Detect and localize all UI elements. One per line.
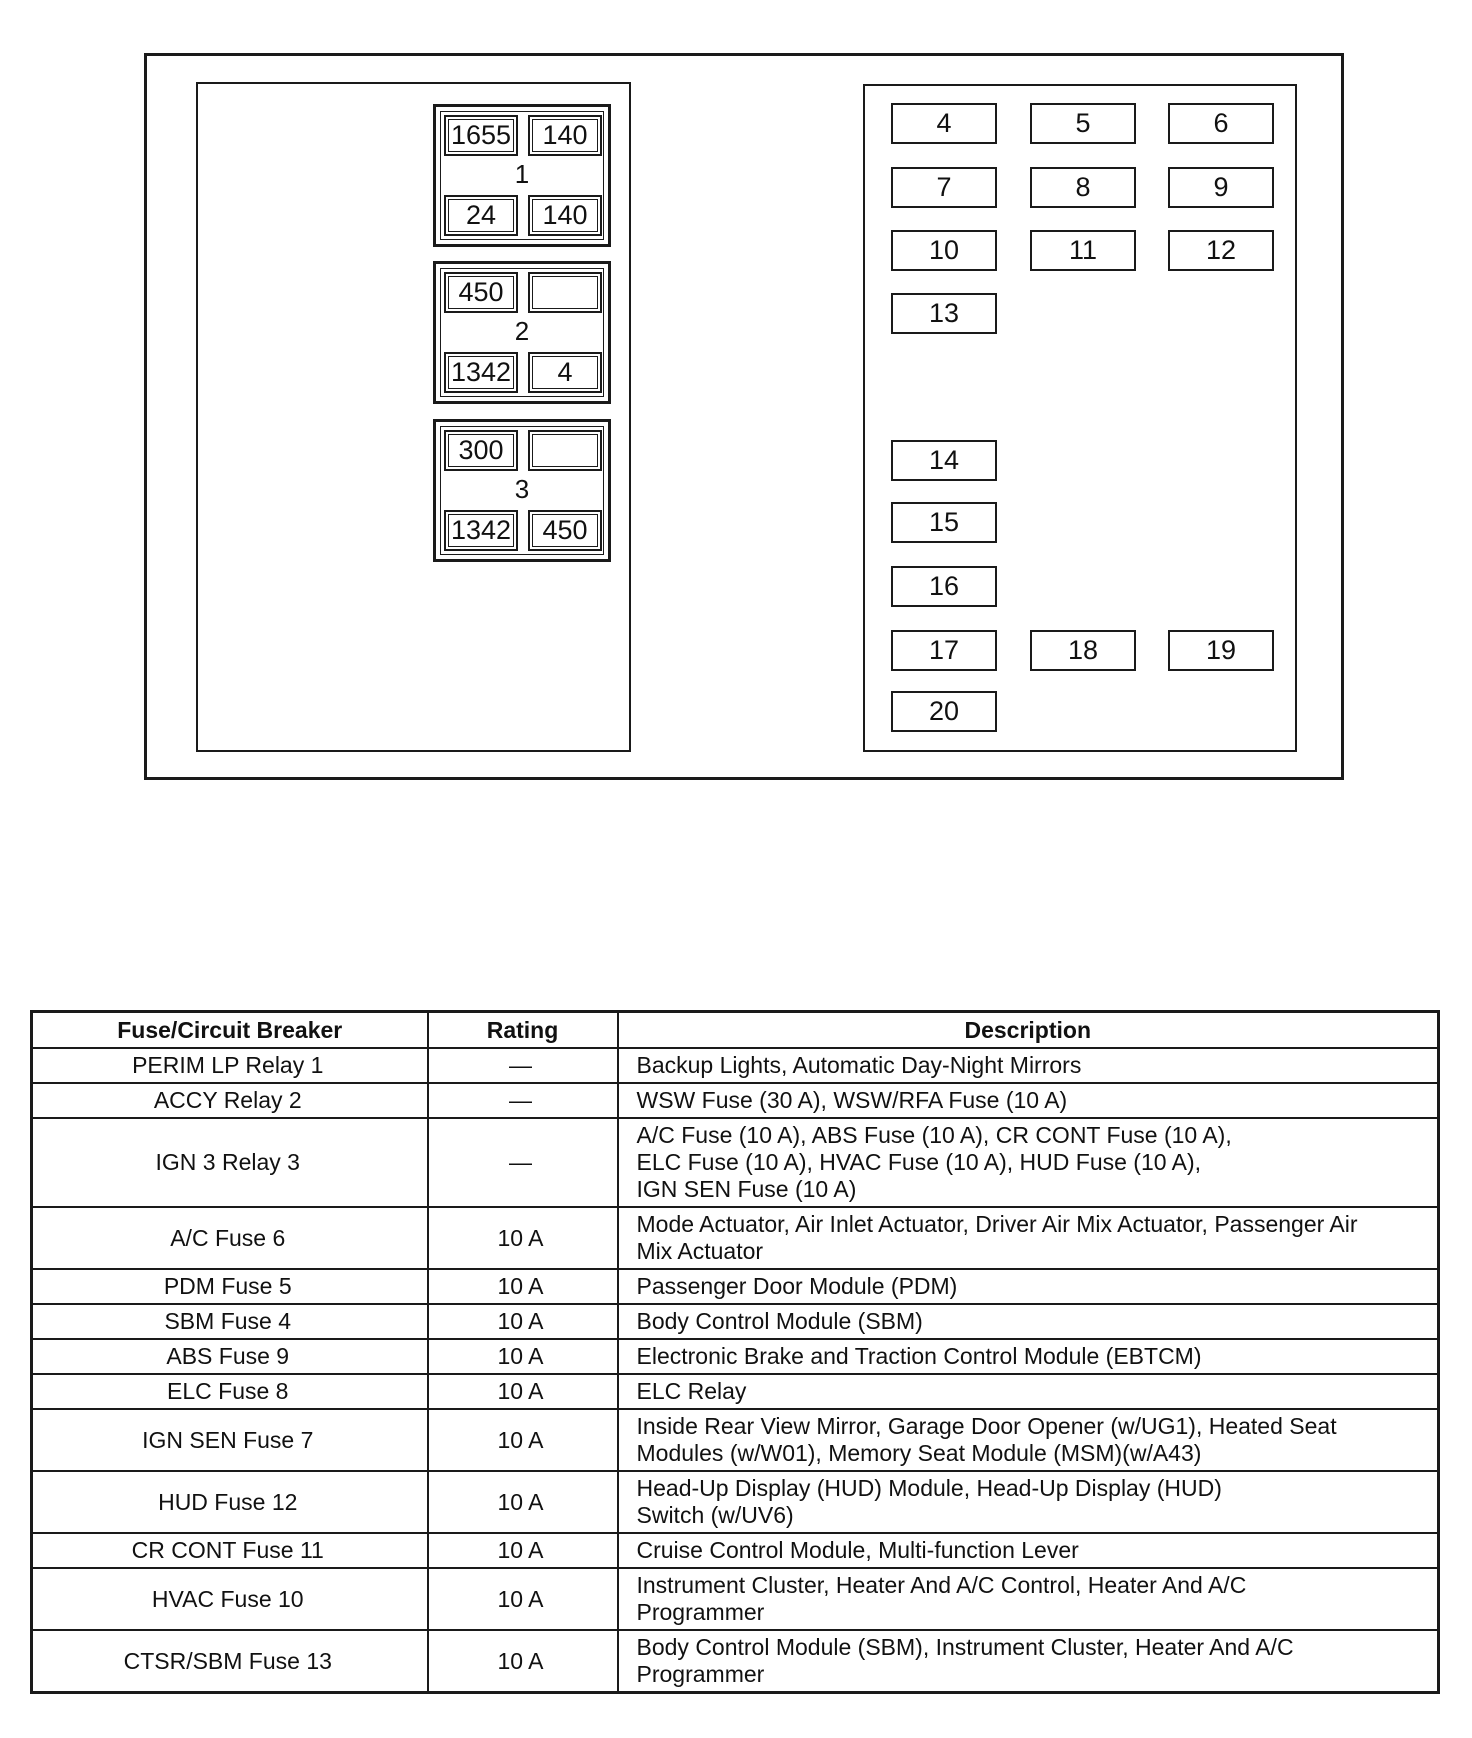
relay-terminal	[444, 195, 518, 236]
rating-cell: 10 A	[428, 1374, 618, 1409]
relay-terminal	[444, 352, 518, 393]
fuse-slot-13: 13	[891, 293, 997, 334]
description-cell: Inside Rear View Mirror, Garage Door Opener (w/UG1), Heated Seat Modules (w/W01), Memory Seat Module (MSM)(w/A43)	[618, 1409, 1439, 1471]
fuse-name-cell: CTSR/SBM Fuse 13	[32, 1630, 428, 1693]
terminal-label: 1342	[450, 515, 512, 545]
table-row	[32, 1630, 1439, 1693]
fuse-slot-4: 4	[891, 103, 997, 144]
table-row	[32, 1269, 1439, 1304]
fuse-slot-7: 7	[891, 167, 997, 208]
fuse-name-cell: A/C Fuse 6	[32, 1207, 428, 1269]
description-cell: Instrument Cluster, Heater And A/C Control, Heater And A/C Programmer	[618, 1568, 1439, 1630]
fuse-name-cell: HUD Fuse 12	[32, 1471, 428, 1533]
description-cell: Head-Up Display (HUD) Module, Head-Up Display (HUD) Switch (w/UV6)	[618, 1471, 1439, 1533]
relay-3	[433, 419, 611, 562]
terminal-label: 300	[458, 435, 504, 465]
rating-cell: 10 A	[428, 1471, 618, 1533]
fuse-slot-6: 6	[1168, 103, 1274, 144]
terminal-label: 450	[458, 277, 504, 307]
terminal-label: 24	[465, 200, 497, 230]
description-cell: A/C Fuse (10 A), ABS Fuse (10 A), CR CONT Fuse (10 A), ELC Fuse (10 A), HVAC Fuse (10 A), HUD Fuse (10 A), IGN SEN Fuse (10 A)	[618, 1118, 1439, 1207]
table-row	[32, 1374, 1439, 1409]
table-row	[32, 1118, 1439, 1207]
relay-terminal	[528, 195, 602, 236]
fuse-slot-5: 5	[1030, 103, 1136, 144]
relay-2	[433, 261, 611, 404]
relay-terminal	[528, 115, 602, 156]
table-row	[32, 1568, 1439, 1630]
terminal-label: 4	[557, 357, 573, 387]
fuse-slot-16: 16	[891, 566, 997, 607]
description-cell: ELC Relay	[618, 1374, 1439, 1409]
relay-terminal	[444, 430, 518, 471]
relay-terminal	[528, 272, 602, 313]
relay-1	[433, 104, 611, 247]
description-cell: Cruise Control Module, Multi-function Lever	[618, 1533, 1439, 1568]
fuse-slot-12: 12	[1168, 230, 1274, 271]
rating-cell: 10 A	[428, 1568, 618, 1630]
table-header-row	[32, 1012, 1439, 1049]
relay-terminal	[528, 430, 602, 471]
table-row	[32, 1339, 1439, 1374]
table-row	[32, 1471, 1439, 1533]
description-cell: Body Control Module (SBM), Instrument Cluster, Heater And A/C Programmer	[618, 1630, 1439, 1693]
description-cell: Mode Actuator, Air Inlet Actuator, Driver Air Mix Actuator, Passenger Air Mix Actuator	[618, 1207, 1439, 1269]
rating-cell: 10 A	[428, 1533, 618, 1568]
description-cell: Body Control Module (SBM)	[618, 1304, 1439, 1339]
terminal-label: 1342	[450, 357, 512, 387]
fuse-name-cell: CR CONT Fuse 11	[32, 1533, 428, 1568]
terminal-label: 1655	[450, 120, 512, 150]
fuse-name-cell: ABS Fuse 9	[32, 1339, 428, 1374]
rating-cell: —	[428, 1118, 618, 1207]
fuse-name-cell: ACCY Relay 2	[32, 1083, 428, 1118]
description-cell: Electronic Brake and Traction Control Module (EBTCM)	[618, 1339, 1439, 1374]
terminal-label: 140	[542, 200, 588, 230]
header-description: Description	[618, 1012, 1439, 1049]
fuse-slot-17: 17	[891, 630, 997, 671]
relay-terminal	[528, 510, 602, 551]
description-cell: Passenger Door Module (PDM)	[618, 1269, 1439, 1304]
table-row	[32, 1304, 1439, 1339]
rating-cell: —	[428, 1048, 618, 1083]
rating-cell: 10 A	[428, 1207, 618, 1269]
fuse-name-cell: IGN 3 Relay 3	[32, 1118, 428, 1207]
rating-cell: 10 A	[428, 1339, 618, 1374]
table-row	[32, 1083, 1439, 1118]
fuse-slot-10: 10	[891, 230, 997, 271]
relay-number: 2	[514, 316, 530, 346]
relay-terminal	[444, 510, 518, 551]
fuse-slot-18: 18	[1030, 630, 1136, 671]
fuse-slot-15: 15	[891, 502, 997, 543]
terminal-label: 140	[542, 120, 588, 150]
header-rating: Rating	[428, 1012, 618, 1049]
fuse-name-cell: SBM Fuse 4	[32, 1304, 428, 1339]
fuse-slot-20: 20	[891, 691, 997, 732]
table-row	[32, 1048, 1439, 1083]
rating-cell: 10 A	[428, 1304, 618, 1339]
relay-number: 3	[514, 474, 530, 504]
header-fuse-circuit-breaker: Fuse/Circuit Breaker	[32, 1012, 428, 1049]
rating-cell: 10 A	[428, 1630, 618, 1693]
fuse-slot-14: 14	[891, 440, 997, 481]
description-cell: WSW Fuse (30 A), WSW/RFA Fuse (10 A)	[618, 1083, 1439, 1118]
table-row	[32, 1207, 1439, 1269]
fuse-table	[30, 1010, 1440, 1694]
fuse-slot-8: 8	[1030, 167, 1136, 208]
relay-terminal	[444, 272, 518, 313]
rating-cell: 10 A	[428, 1409, 618, 1471]
fuse-name-cell: IGN SEN Fuse 7	[32, 1409, 428, 1471]
fuse-name-cell: ELC Fuse 8	[32, 1374, 428, 1409]
relay-terminal	[528, 352, 602, 393]
table-row	[32, 1533, 1439, 1568]
fuse-slot-9: 9	[1168, 167, 1274, 208]
rating-cell: 10 A	[428, 1269, 618, 1304]
relay-terminal	[444, 115, 518, 156]
fuse-name-cell: PDM Fuse 5	[32, 1269, 428, 1304]
rating-cell: —	[428, 1083, 618, 1118]
fuse-name-cell: PERIM LP Relay 1	[32, 1048, 428, 1083]
fuse-slot-19: 19	[1168, 630, 1274, 671]
table-row	[32, 1409, 1439, 1471]
fuse-name-cell: HVAC Fuse 10	[32, 1568, 428, 1630]
terminal-inner-frame	[532, 276, 598, 309]
fuse-slot-11: 11	[1030, 230, 1136, 271]
description-cell: Backup Lights, Automatic Day-Night Mirrors	[618, 1048, 1439, 1083]
relay-number: 1	[514, 159, 530, 189]
terminal-inner-frame	[532, 434, 598, 467]
terminal-label: 450	[542, 515, 588, 545]
